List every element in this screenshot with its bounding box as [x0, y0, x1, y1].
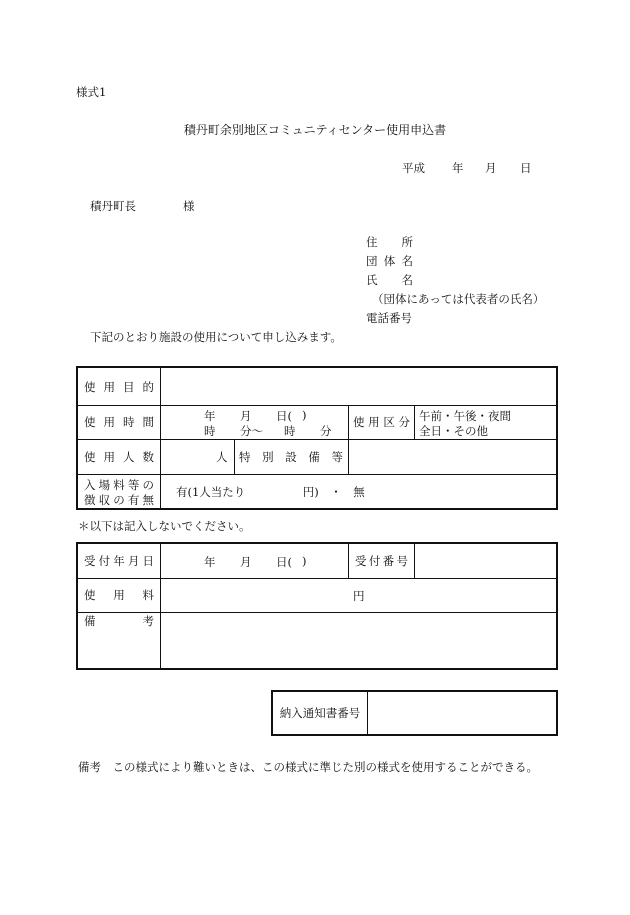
category-option-line2: 全日・その他 — [419, 424, 488, 438]
fee-collection-label: 入 場 料 等 の 徴 収 の 有 無 — [84, 478, 154, 507]
payment-notice-box — [271, 690, 558, 736]
receipt-number-label: 受 付 番 号 — [355, 554, 408, 568]
category-option-line1: 午前・午後・夜間 — [419, 409, 511, 423]
payment-notice-number-field[interactable] — [369, 693, 556, 733]
receipt-number-field[interactable] — [416, 545, 556, 577]
representative-note: （団体にあっては代表者の氏名） — [372, 292, 545, 306]
time-label: 使 用 時 間 — [84, 415, 154, 429]
office-use-table — [76, 542, 558, 670]
equipment-field[interactable] — [350, 440, 556, 473]
intro-text: 下記のとおり施設の使用について申し込みます。 — [90, 330, 342, 344]
form-title: 積丹町余別地区コミュニティセンター使用申込書 — [183, 123, 447, 137]
purpose-label: 使 用 目 的 — [84, 379, 154, 394]
applicant-group-label: 団 体 名 — [366, 254, 413, 268]
addressee-name: 積丹町長 — [90, 199, 136, 213]
applicant-address-label: 住 所 — [366, 235, 413, 249]
remarks-label: 備 考 — [84, 614, 154, 628]
people-unit: 人 — [216, 450, 228, 464]
category-options[interactable] — [416, 406, 556, 438]
date-month: 月 — [485, 161, 497, 175]
applicant-name-label: 氏 名 — [366, 273, 413, 287]
form-number: 様式1 — [76, 85, 107, 99]
addressee-honorific: 様 — [183, 199, 195, 213]
application-table — [76, 366, 558, 510]
applicant-phone-label: 電話番号 — [366, 311, 412, 325]
staff-only-note: ＊以下は記入しないでください。 — [78, 519, 251, 533]
receipt-date-label: 受 付 年 月 日 — [84, 554, 154, 568]
purpose-field[interactable] — [162, 369, 556, 404]
footer-remarks: 備考 この様式により難いときは、この様式に準じた別の様式を使用することができる。 — [78, 760, 538, 774]
time-field[interactable]: 年 月 日( ) 時 分〜 時 分 — [204, 408, 332, 438]
usage-fee-label: 使 用 料 — [84, 588, 154, 602]
receipt-date-field[interactable]: 年 月 日( ) — [204, 554, 307, 569]
usage-fee-field[interactable] — [162, 579, 556, 611]
fee-collection-value[interactable]: 有(1人当たり 円) ・ 無 — [176, 484, 365, 499]
usage-fee-unit: 円 — [353, 589, 365, 603]
date-era: 平成 — [402, 161, 425, 175]
date-day: 日 — [520, 161, 532, 175]
people-field[interactable] — [162, 440, 233, 473]
people-label: 使 用 人 数 — [84, 449, 154, 464]
category-label: 使 用 区 分 — [353, 415, 410, 429]
payment-notice-number-label: 納入通知書番号 — [279, 706, 361, 720]
date-year: 年 — [452, 161, 464, 175]
equipment-label: 特 別 設 備 等 — [239, 449, 343, 464]
remarks-field[interactable] — [162, 613, 556, 668]
